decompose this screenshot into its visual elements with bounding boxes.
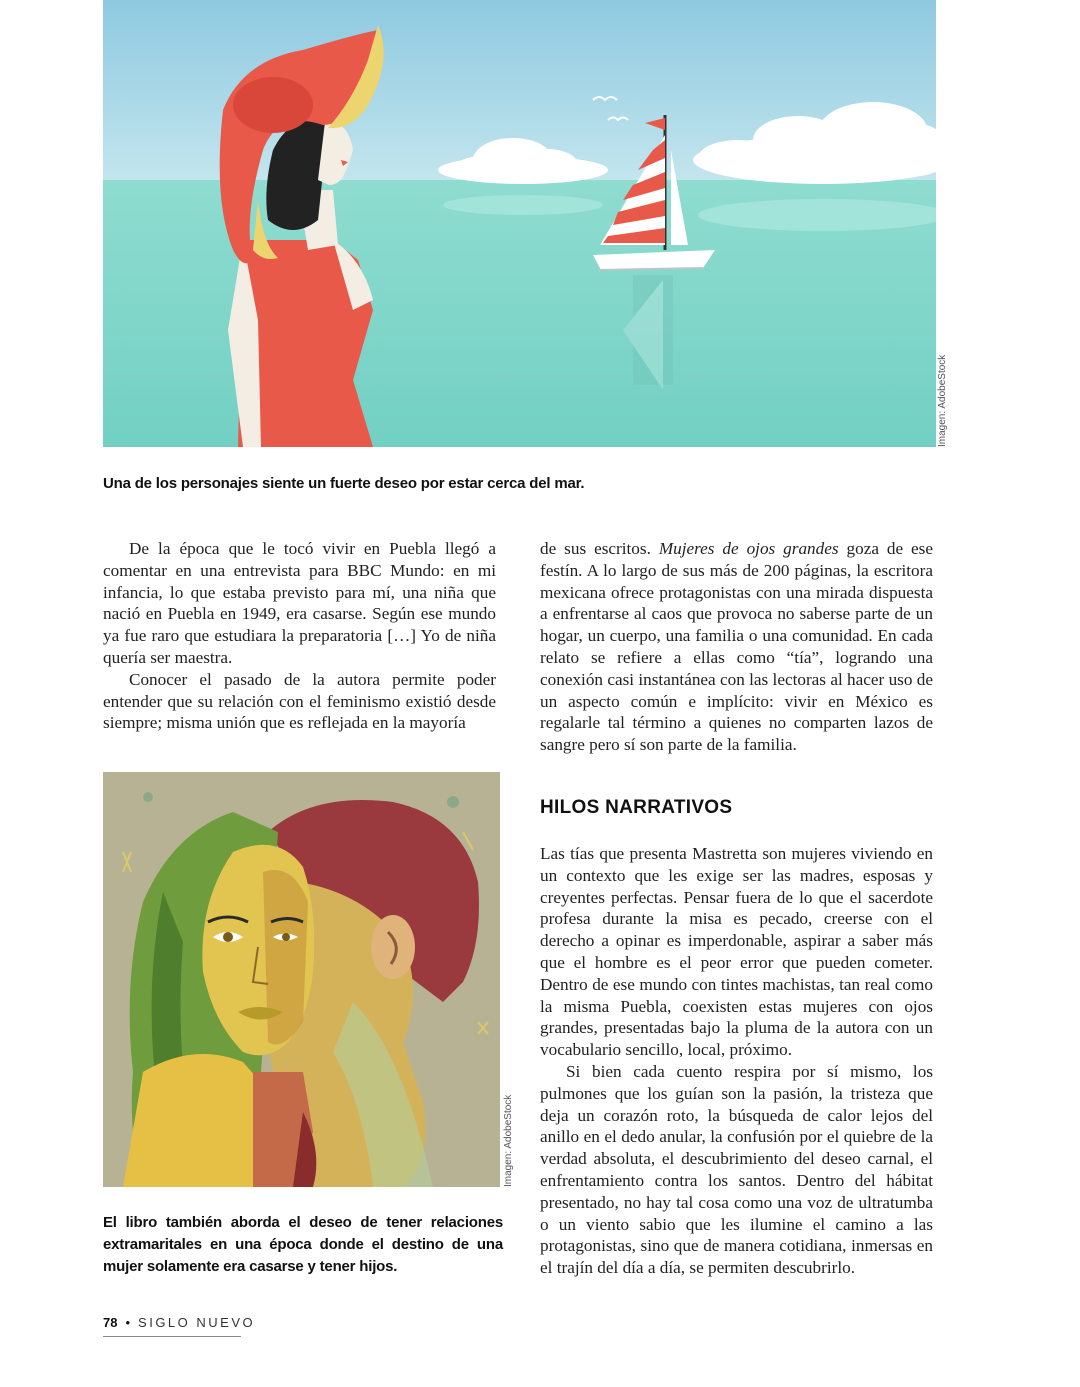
paragraph — [540, 538, 933, 756]
left-column-text — [103, 538, 496, 734]
bottom-image-caption: El libro también aborda el deseo de tener relaciones extramaritales en una época donde el destino de una mujer solamente era casarse y tener hijos. — [103, 1214, 503, 1275]
footer-separator: • — [125, 1315, 131, 1330]
bottom-illustration-two-faces — [103, 772, 500, 1187]
text-run: de sus escritos. — [540, 539, 659, 558]
paragraph: De la época que le tocó vivir en Puebla llegó a comentar en una entrevista para BBC Mundo: en mi infancia, lo que estaba previsto para mí, una niña que nació en Puebla en 1949, era casarse. Según ese mundo ya fue raro que estudiara la preparatoria […] Yo de niña quería ser maestra. — [103, 539, 496, 667]
paragraph: Conocer el pasado de la autora permite poder entender que su relación con el feminismo existió desde siempre; misma unión que es reflejada en la mayoría — [103, 669, 496, 733]
top-illustration-woman-sea-sailboat — [103, 0, 936, 447]
right-column-lower-text — [540, 843, 933, 1279]
top-image-credit: Imagen: AdobeStock — [937, 354, 948, 447]
section-heading: HILOS NARRATIVOS — [540, 797, 733, 818]
magazine-name: SIGLO NUEVO — [138, 1315, 256, 1330]
page-footer — [103, 1314, 255, 1332]
top-image-caption: Una de los personajes siente un fuerte deseo por estar cerca del mar. — [103, 475, 585, 492]
book-title: Mujeres de ojos grandes — [658, 539, 839, 558]
text-run: goza de ese festín. A lo largo de sus más de 200 páginas, la escritora mexicana ofrece protagonistas con una mirada dispuesta a enfrentarse al caos que provoca no saberse parte de un hogar, un cuerpo, una familia o una comunidad. En cada relato se refiere a ellas como “tía”, logrando una conexión casi instantánea con las lectoras al hacer uso de un aspecto común e implícito: vivir en México es regalarle tal término a quienes no comparten lazos de sangre pero sí son parte de la familia. — [540, 539, 933, 755]
right-column-text — [540, 538, 933, 756]
page-number: 78 — [103, 1315, 118, 1330]
bottom-image-credit: Imagen: AdobeStock — [503, 1094, 514, 1187]
paragraph: Si bien cada cuento respira por sí mismo, los pulmones que los guían son la pasión, la tristeza que deja un corazón roto, la búsqueda de calor lejos del anillo en el dedo anular, la confusión por el quiebre de la verdad absoluta, el descubrimiento del deseo carnal, el enfrentamiento contra los santos. Dentro del hábitat presentado, no hay tal cosa como una voz de ultratumba o un viento sabio que les ilumine el camino a las protagonistas, sino que de manera cotidiana, inmersas en el trajín del día a día, se permiten descubrirlo. — [540, 1061, 933, 1278]
paragraph: Las tías que presenta Mastretta son mujeres viviendo en un contexto que les exige ser las madres, esposas y creyentes perfectas. Pensar fuera de lo que el sacerdote profesa durante la misa es pecado, creerse con el derecho a opinar es imperdonable, aspirar a saber más que el hombre es el peor error que pueden cometer. Dentro de ese mundo con tintes machistas, tan real como la misma Puebla, coexisten estas mujeres con ojos grandes, presentadas bajo la pluma de la autora con un vocabulario sencillo, local, próximo. — [540, 844, 933, 1060]
footer-rule — [103, 1336, 241, 1337]
